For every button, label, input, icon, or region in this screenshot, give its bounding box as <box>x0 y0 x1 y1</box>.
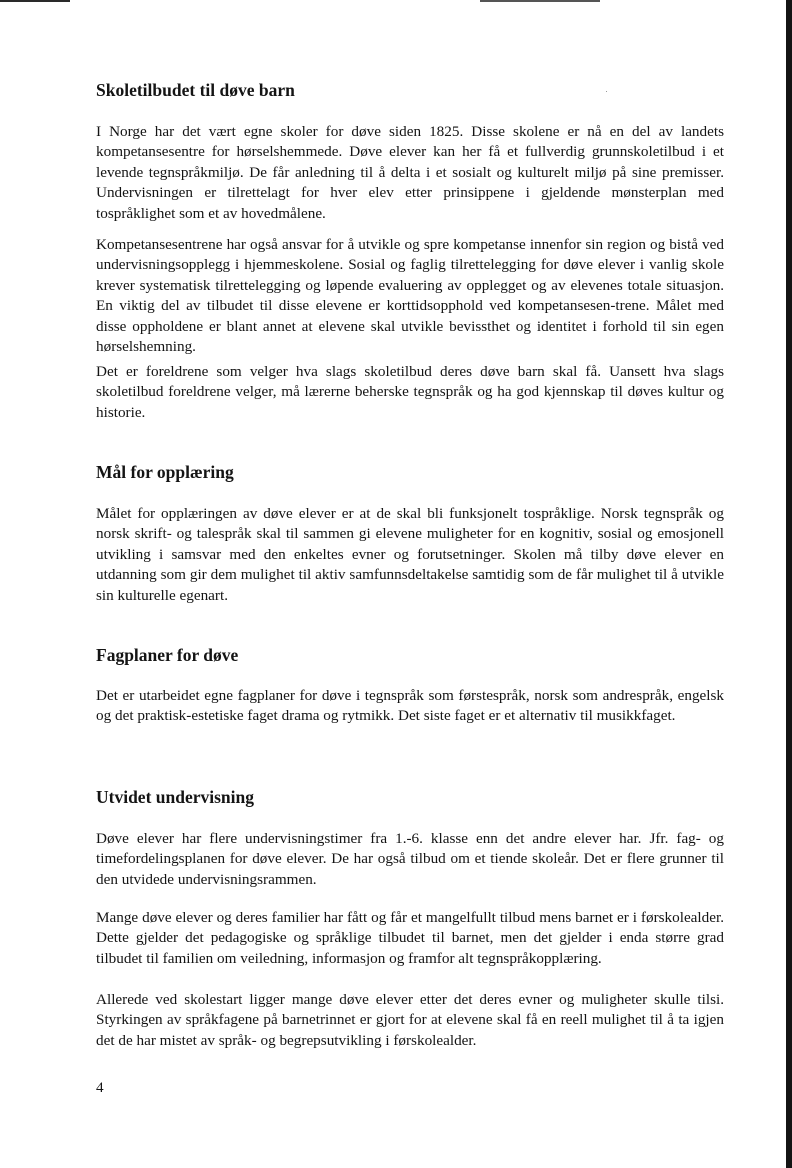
paragraph-skoletilbudet-1: I Norge har det vært egne skoler for døve siden 1825. Disse skolene er nå en del av landets kompetansesentre for hørselshemmede. Døve elever kan her få et fullverdig grunnskoletilbud i et levende tegnspråkmiljø. De får anledning til å delta i et sosialt og kulturelt miljø på sine premisser. Undervisningen er tilrettelagt for hver elev etter prinsippene i gjeldende mønsterplan med tospråklighet som et av hovedmålene. <box>96 123 724 222</box>
page-number: 4 <box>96 1079 104 1096</box>
heading-mal-for-opplaering: Mål for opplæring <box>96 462 234 482</box>
heading-skoletilbudet: Skoletilbudet til døve barn <box>96 80 295 100</box>
paragraph-utvidet-1: Døve elever har flere undervisningstimer fra 1.-6. klasse enn det andre elever har. Jfr. fag- og timefordelingsplanen for døve elever. De har også tilbud om et tiende skoleår. Det er flere grunner til den utvidede undervisningsrammen. <box>96 830 724 888</box>
scan-edge-top <box>0 0 792 2</box>
heading-fagplaner: Fagplaner for døve <box>96 645 239 665</box>
paragraph-utvidet-3: Allerede ved skolestart ligger mange døve elever etter det deres evner og muligheter skulle tilsi. Styrkingen av språkfagene på barnetrinnet er gjort for at elevene skal få en reell mulighet til å ta igjen det de har mistet av språk- og begrepsutvikling i førskolealder. <box>96 991 724 1049</box>
paragraph-utvidet-2: Mange døve elever og deres familier har fått og får et mangelfullt tilbud mens barnet er i førskolealder. Dette gjelder det pedagogiske og språklige tilbudet til barnet, men det gjelder i enda større grad tilbudet til familien om veiledning, informasjon og framfor alt tegnspråkopplæring. <box>96 909 724 967</box>
paragraph-skoletilbudet-2: Kompetansesentrene har også ansvar for å utvikle og spre kompetanse innenfor sin region og bistå ved undervisningsopplegg i hjemmeskolene. Sosial og faglig tilrettelegging for døve elever i vanlig skole krever systematisk tilrettelegging og løpende evaluering av opplegget og av elevenes totale situasjon. En viktig del av tilbudet til disse elevene er korttidsopphold ved kompetansesen-trene. Målet med disse oppholdene er blant annet at elevene skal utvikle bevissthet og identitet i forhold til sin egen hørselshemning. <box>96 236 724 356</box>
scan-edge-right <box>786 0 792 1168</box>
paragraph-mal-for-opplaering: Målet for opplæringen av døve elever er at de skal bli funksjonelt tospråklige. Norsk tegnspråk og norsk skrift- og talespråk skal til sammen gi elevene muligheter for en kognitiv, sosial og emosjonell utvikling i samsvar med den enkeltes evner og forutsetninger. Skolen må tilby døve elever en utdanning som gir dem mulighet til aktiv samfunnsdeltakelse samtidig som de får mulighet til å utvikle sin kulturelle egenart. <box>96 505 724 604</box>
paragraph-skoletilbudet-3: Det er foreldrene som velger hva slags skoletilbud deres døve barn skal få. Uansett hva slags skoletilbud foreldrene velger, må lærerne beherske tegnspråk og ha god kjennskap til døves kultur og historie. <box>96 363 724 421</box>
heading-utvidet-undervisning: Utvidet undervisning <box>96 787 255 807</box>
paragraph-fagplaner: Det er utarbeidet egne fagplaner for døve i tegnspråk som førstespråk, norsk som andrespråk, engelsk og det praktisk-estetiske faget drama og rytmikk. Det siste faget er et alternativ til musikkfaget. <box>96 687 724 725</box>
scan-speck <box>606 91 607 92</box>
